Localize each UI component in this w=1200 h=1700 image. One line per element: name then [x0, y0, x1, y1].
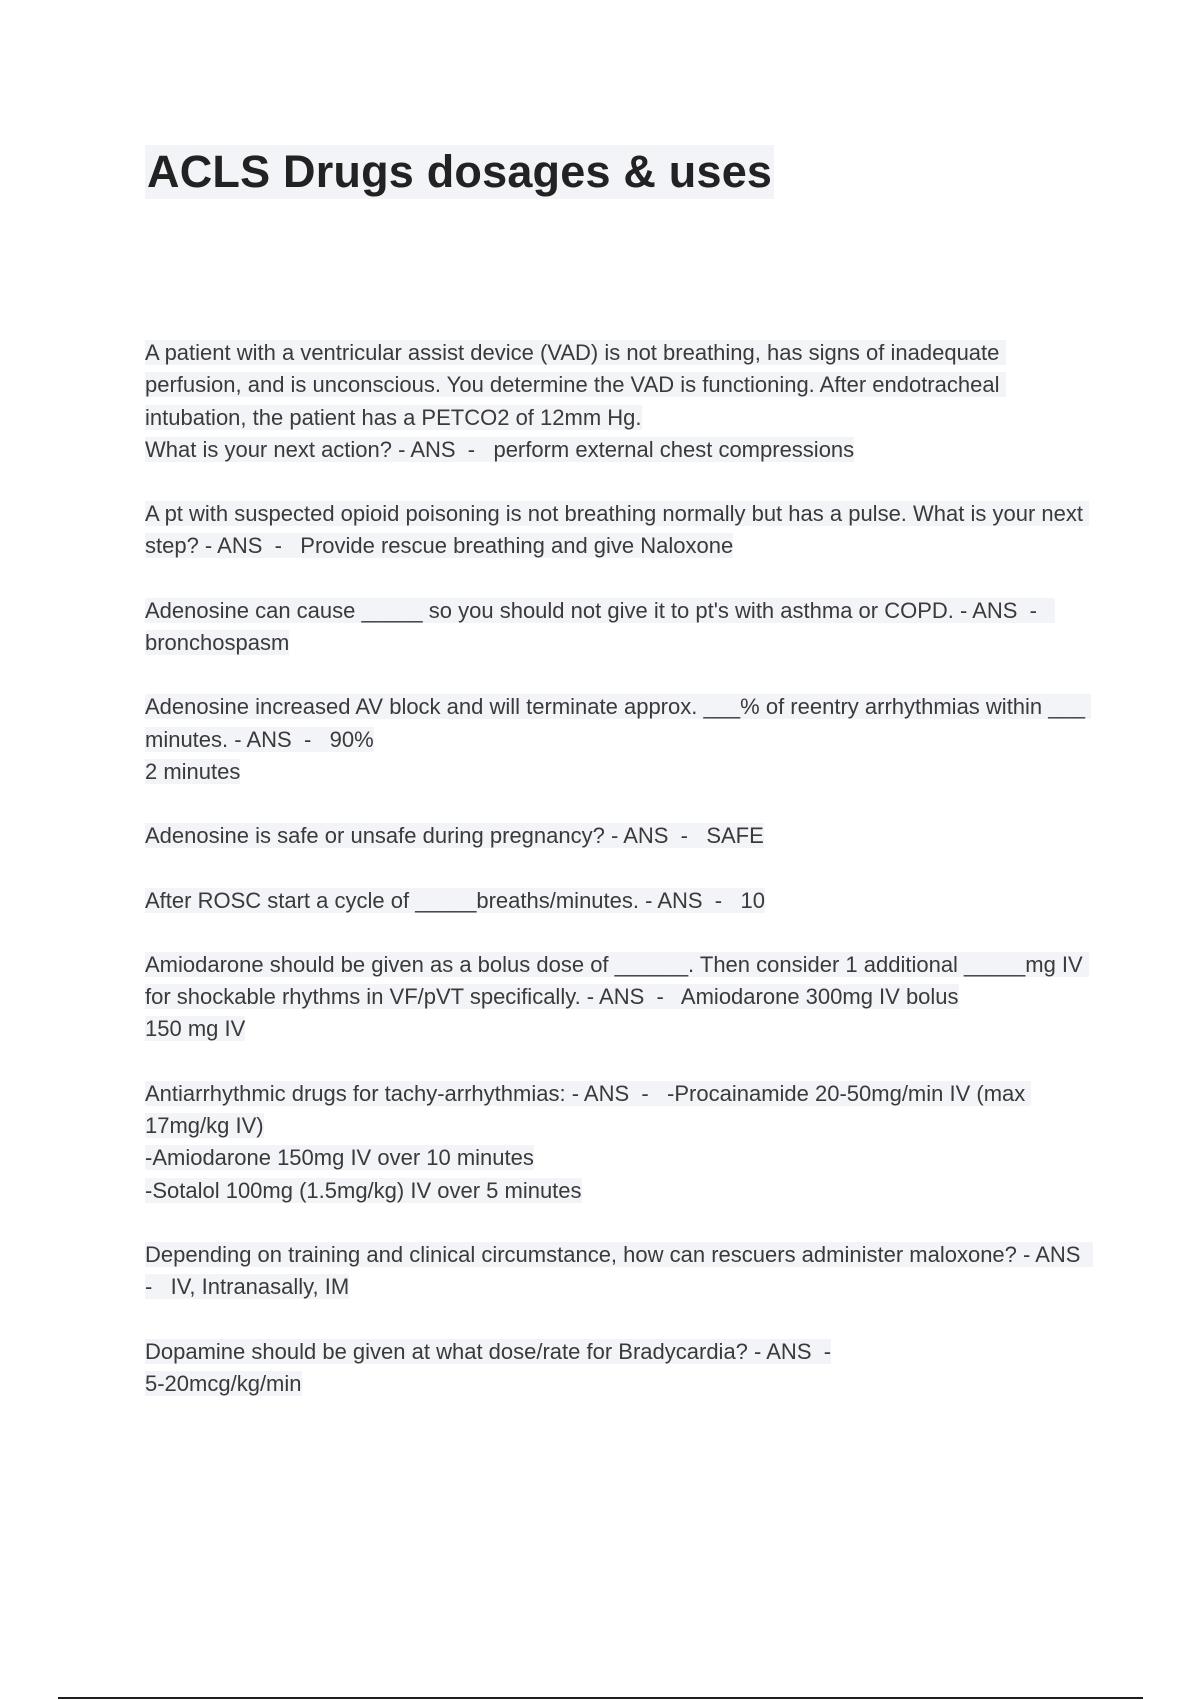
qa-text: Amiodarone should be given as a bolus dose of ______. Then consider 1 additional _____mg IV for shockable rhythms in VF/pVT specifically. - ANS - Amiodarone 300mg IV bolus 150 mg IV [145, 952, 1089, 1042]
qa-text: Antiarrhythmic drugs for tachy-arrhythmias: - ANS - -Procainamide 20-50mg/min IV (max 17mg/kg IV) -Amiodarone 150mg IV over 10 minutes -Sotalol 100mg (1.5mg/kg) IV over 5 minutes [145, 1081, 1031, 1203]
qa-list [145, 337, 1095, 1432]
page-bottom-divider [58, 1697, 1143, 1699]
qa-item-vad [145, 337, 1095, 466]
qa-text: Depending on training and clinical circumstance, how can rescuers administer maloxone? - ANS - IV, Intranasally, IM [145, 1241, 1093, 1300]
qa-item-adenosine-av-block [145, 691, 1095, 788]
qa-text: Dopamine should be given at what dose/rate for Bradycardia? - ANS - 5-20mcg/kg/min [145, 1338, 832, 1396]
qa-text: A pt with suspected opioid poisoning is not breathing normally but has a pulse. What is your next step? - ANS - Provide rescue breathing and give Naloxone [145, 501, 1090, 559]
qa-item-dopamine-dose [145, 1336, 1095, 1401]
qa-item-adenosine-pregnancy [145, 820, 1095, 852]
qa-item-naloxone-routes [145, 1239, 1095, 1304]
qa-item-adenosine-bronchospasm [145, 595, 1095, 660]
page-title: ACLS Drugs dosages & uses [147, 146, 773, 197]
qa-text: Adenosine can cause _____ so you should not give it to pt's with asthma or COPD. - ANS - bronchospasm [145, 597, 1056, 656]
qa-text: Adenosine is safe or unsafe during pregnancy? - ANS - SAFE [145, 823, 764, 849]
qa-item-amiodarone-bolus [145, 949, 1095, 1046]
qa-item-rosc-breaths [145, 885, 1095, 917]
qa-item-antiarrhythmic-drugs [145, 1078, 1095, 1207]
qa-item-opioid [145, 498, 1095, 563]
qa-text: After ROSC start a cycle of _____breaths/minutes. - ANS - 10 [145, 887, 765, 913]
qa-text: Adenosine increased AV block and will terminate approx. ___% of reentry arrhythmias within ___ minutes. - ANS - 90% 2 minutes [145, 694, 1091, 784]
qa-text: A patient with a ventricular assist device (VAD) is not breathing, has signs of inadequate perfusion, and is unconscious. You determine the VAD is functioning. After endotracheal intubation, the patient has a PETCO2 of 12mm Hg. What is your next action? - ANS - perform external chest compressions [145, 340, 1006, 462]
